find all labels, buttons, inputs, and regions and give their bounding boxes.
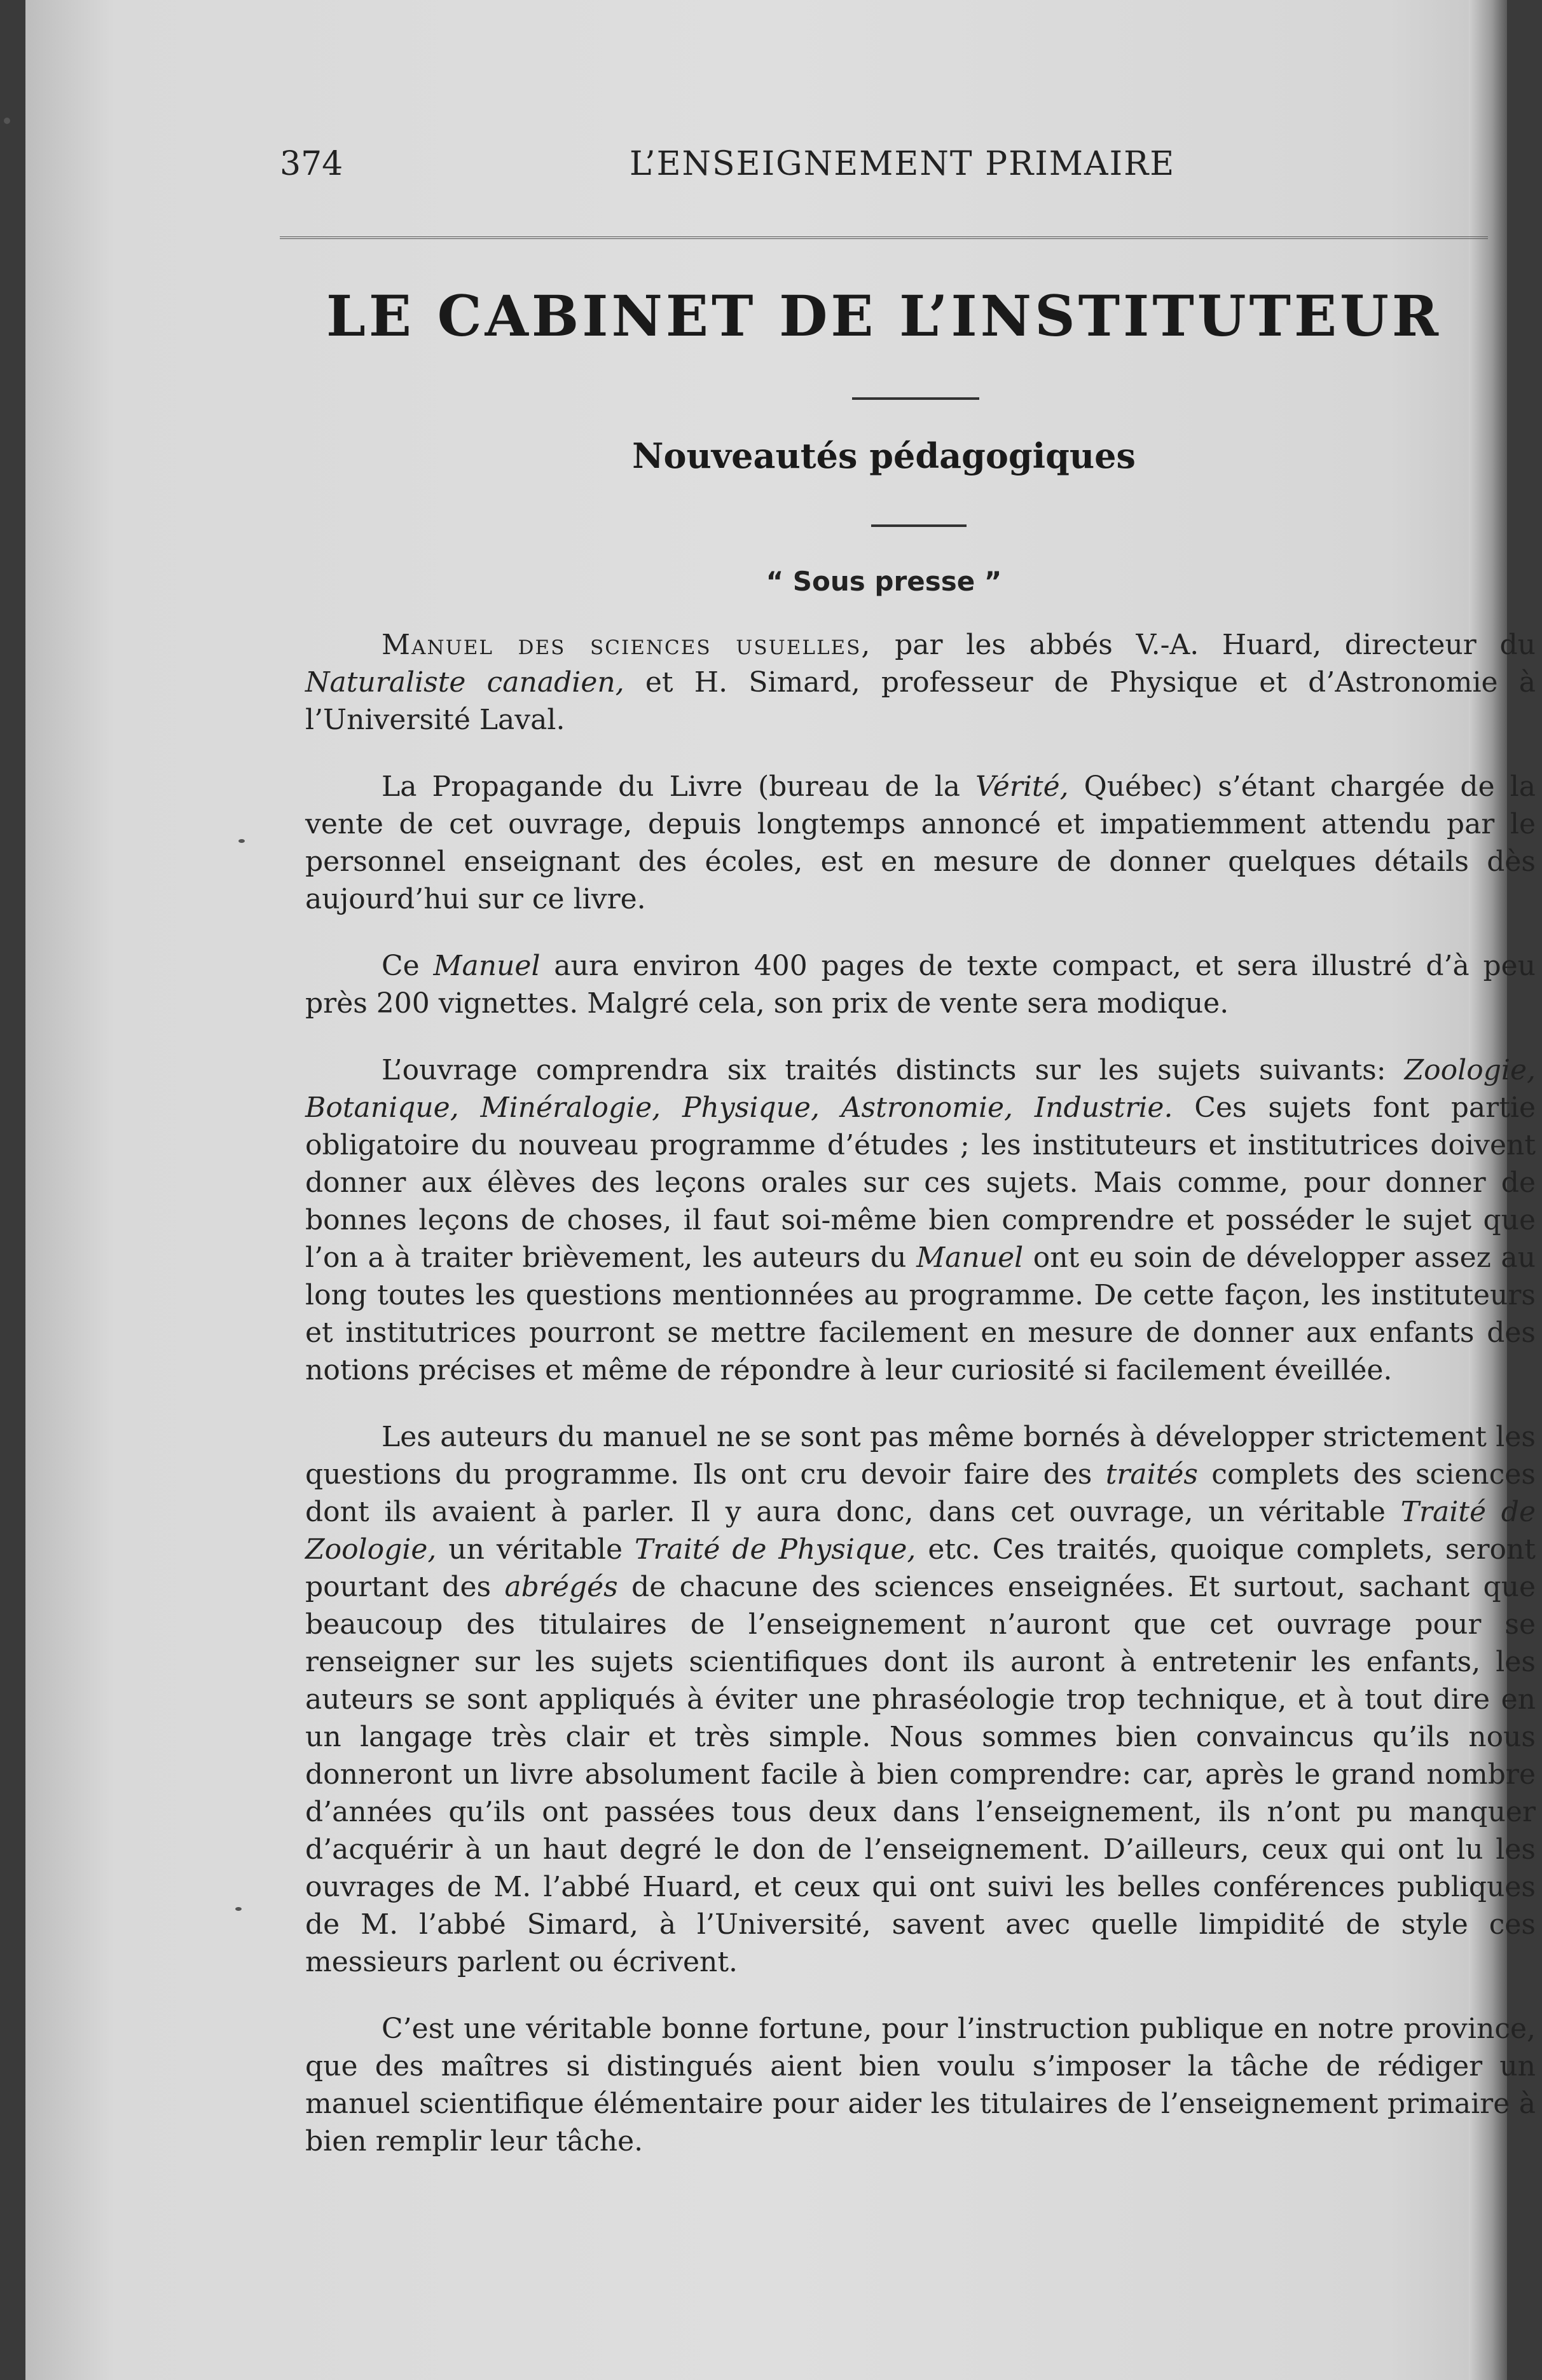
- running-head: [280, 145, 1475, 189]
- italic-span: Naturaliste canadien,: [305, 666, 624, 699]
- paragraph-6: [305, 2010, 1536, 2160]
- text-span: aura environ 400 pages de texte compact, et sera illustré d’à peu près 200 vignettes. Malgré cela, son prix de vente sera modique.: [305, 950, 1536, 1020]
- text-span: et H. Simard, professeur de Physique et d’Astronomie à l’Université Laval.: [305, 666, 1536, 736]
- text-span: par les abbés V.-A. Huard, directeur du: [871, 629, 1536, 661]
- book-title: Manuel des sciences usuelles,: [382, 629, 872, 661]
- header-rule: [280, 236, 1488, 239]
- paragraph-4: [305, 1051, 1536, 1389]
- page-number: 374: [280, 145, 343, 183]
- paragraph-3: [305, 947, 1536, 1022]
- text-span: Ces sujets font partie obligatoire du nouveau programme d’études ; les instituteurs et institutrices doivent donner aux élèves des leçons orales sur ces sujets. Mais comme, pour donner de bonnes leçons de choses, il faut soi-même bien comprendre et posséder le sujet que l’on a à traiter brièvement, les auteurs du: [305, 1091, 1536, 1274]
- title-rule: [852, 397, 979, 400]
- kicker: “ Sous presse ”: [766, 566, 1002, 597]
- italic-span: Manuel: [916, 1241, 1024, 1274]
- italic-span: traités: [1105, 1458, 1199, 1491]
- text-span: Québec) s’étant chargée de la vente de cet ouvrage, depuis longtemps annoncé et impatiemment attendu par le personnel enseignant des écoles, est en mesure de donner quelques détails dès aujourd’hui sur ce livre.: [305, 770, 1536, 915]
- text-span: de chacune des sciences enseignées. Et surtout, sachant que beaucoup des titulaires de l’enseignement n’auront que cet ouvrage pour se renseigner sur les sujets scientifiques dont ils auront à entretenir les enfants, les auteurs se sont appliqués à éviter une phraséologie trop technique, et à tout dire en un langage très clair et très simple. Nous sommes bien convaincus qu’ils nous donneront un livre absolument facile à bien comprendre: car, après le grand nombre d’années qu’ils ont passées tous deux dans l’enseignement, ils n’ont pu manquer d’acquérir à un haut degré le don de l’enseignement. D’ailleurs, ceux qui ont lu les ouvrages de M. l’abbé Huard, et ceux qui ont suivi les belles conférences publiques de M. l’abbé Simard, à l’Université, savent avec quelle limpidité de style ces messieurs parlent ou écrivent.: [305, 1571, 1536, 1978]
- italic-span: Zoologie, Botanique, Minéralogie, Physique, Astronomie, Industrie.: [305, 1054, 1536, 1124]
- text-span: un véritable: [436, 1533, 635, 1566]
- text-span: complets des sciences dont ils avaient à parler. Il y aura donc, dans cet ouvrage, un véritable: [305, 1458, 1536, 1528]
- text-span: Ce: [382, 950, 434, 982]
- italic-span: abrégés: [504, 1571, 618, 1603]
- article-title: LE CABINET DE L’INSTITUTEUR: [326, 283, 1442, 349]
- text-span: C’est une véritable bonne fortune, pour l’instruction publique en notre province, que des maîtres si distingués aient bien voulu s’imposer la tâche de rédiger un manuel scientifique élémentaire pour aider les titulaires de l’enseignement primaire à bien remplir leur tâche.: [305, 2013, 1536, 2158]
- journal-title: L’ENSEIGNEMENT PRIMAIRE: [630, 145, 1176, 183]
- paragraph-5: [305, 1418, 1536, 1981]
- subtitle-rule: [871, 524, 967, 527]
- scan-speck: [238, 839, 245, 843]
- italic-span: Manuel: [433, 950, 540, 982]
- text-span: Les auteurs du manuel ne se sont pas même bornés à développer strictement les questions du programme. Ils ont cru devoir faire des: [305, 1421, 1536, 1491]
- italic-span: Traité de Zoologie,: [305, 1496, 1536, 1566]
- italic-span: Traité de Physique,: [635, 1533, 916, 1566]
- scan-speck: [235, 1907, 242, 1911]
- article-body: [305, 626, 1536, 2189]
- italic-span: Vérité,: [975, 770, 1069, 803]
- paragraph-1: [305, 626, 1536, 739]
- text-span: etc. Ces traités, quoique complets, seront pourtant des: [305, 1533, 1536, 1603]
- text-span: La Propagande du Livre (bureau de la: [382, 770, 976, 803]
- text-span: ont eu soin de développer assez au long toutes les questions mentionnées au programme. De cette façon, les instituteurs et institutrices pourront se mettre facilement en mesure de donner aux enfants des notions précises et même de répondre à leur curiosité si facilement éveillée.: [305, 1241, 1536, 1386]
- paragraph-2: [305, 768, 1536, 918]
- text-span: L’ouvrage comprendra six traités distincts sur les sujets suivants:: [382, 1054, 1405, 1086]
- section-subtitle: Nouveautés pédagogiques: [632, 435, 1136, 476]
- scan-speck: [4, 118, 10, 124]
